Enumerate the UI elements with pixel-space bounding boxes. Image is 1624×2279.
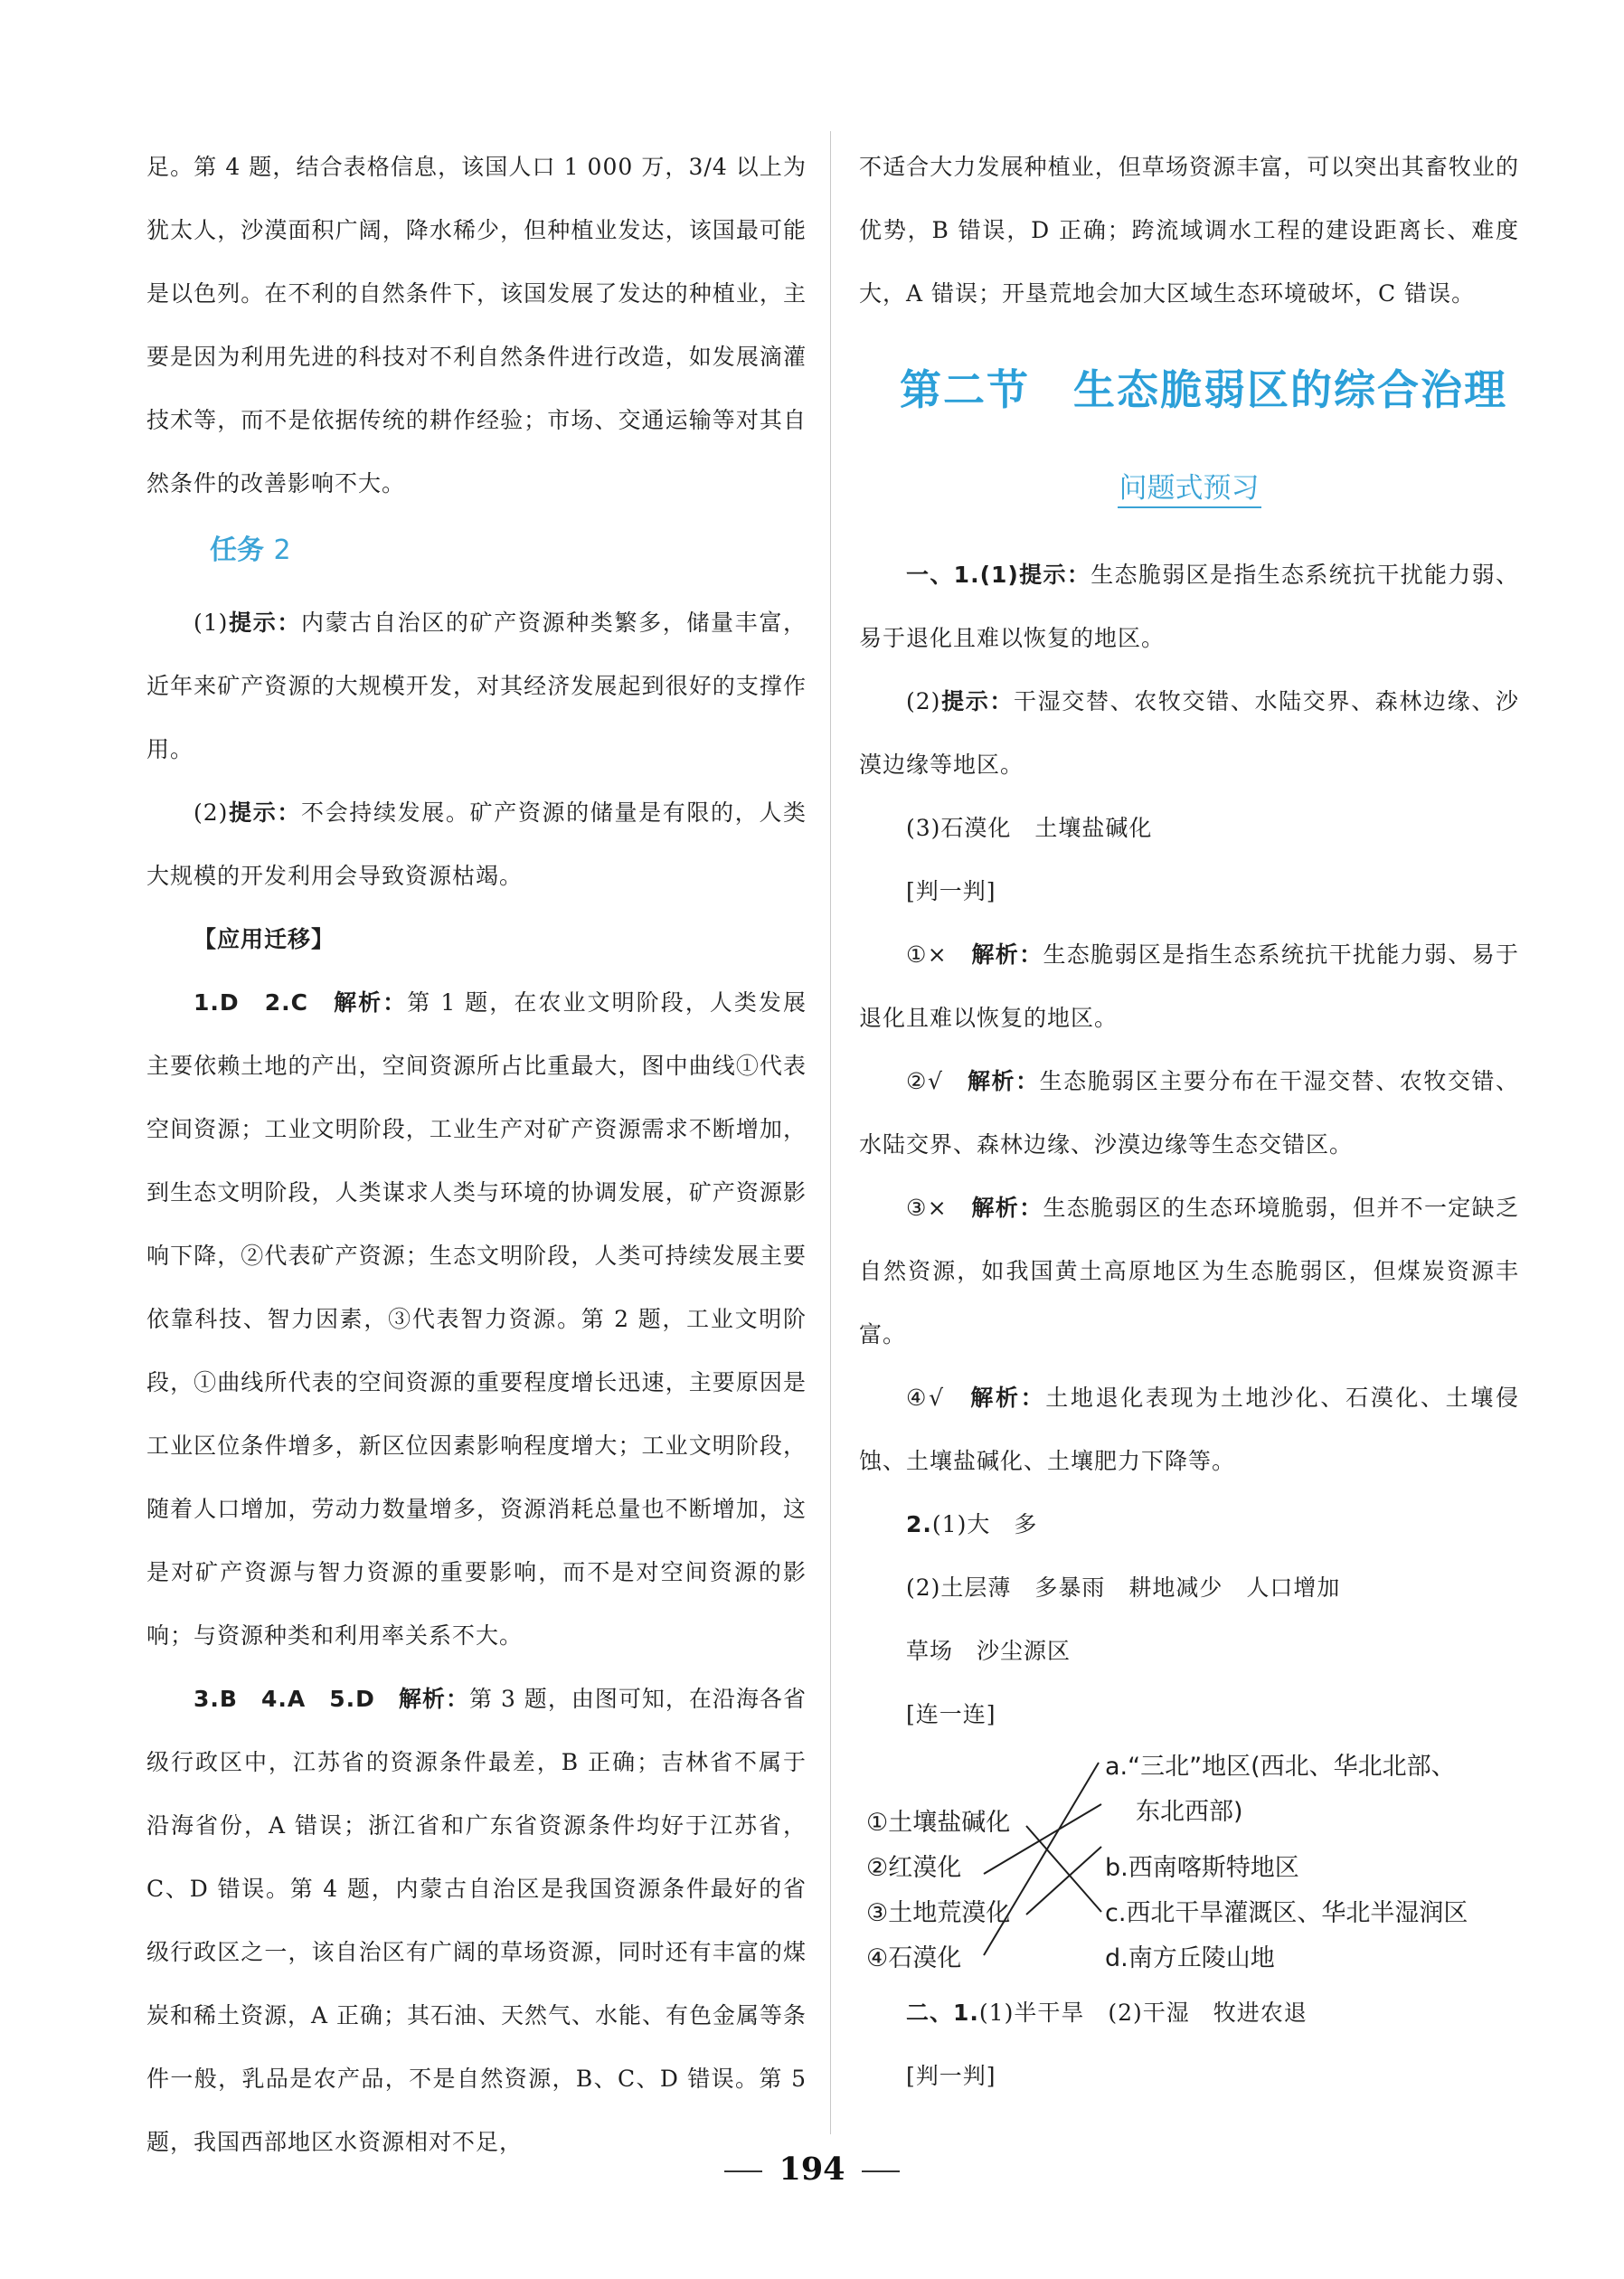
apply-title-text: 【应用迁移】 [194, 926, 335, 952]
analysis-text: 第 1 题，在农业文明阶段，人类发展主要依赖土地的产出，空间资源所占比重最大，图中曲线①代表空间资源；工业文明阶段，工业生产对矿产资源需求不断增加，到生态文明阶段，人类谋求人类与环境的协调发展，矿产资源影响下降，②代表矿产资源；生态文明阶段，人类可持续发展主要依靠科技、智力因素，③代表智力资源。第 2 题，工业文明阶段，①曲线所代表的空间资源的重要程度增长迅速，主要原因是工业区位条件增多，新区位因素影响程度增大；工业文明阶段，随着人口增加，劳动力数量增多，资源消耗总量也不断增加，这是对矿产资源与智力资源的重要影响，而不是对空间资源的影响；与资源种类和利用率关系不大。 [146, 989, 807, 1649]
analysis-text: 生态脆弱区主要分布在干湿交替、农牧交错、水陆交界、森林边缘、沙漠边缘等生态交错区。 [859, 1068, 1519, 1158]
analysis-label: 解析： [967, 1068, 1040, 1094]
hint-label: 提示： [228, 610, 302, 636]
analysis-label: 解析： [971, 941, 1043, 968]
preview-item-2 [859, 670, 1519, 797]
item-number: (2) [906, 688, 941, 714]
task-heading [210, 523, 807, 579]
answer-text: 不会持续发展。矿产资源的储量是有限的，人类大规模的开发利用会导致资源枯竭。 [146, 799, 807, 889]
judge-item-3 [859, 1177, 1519, 1366]
preview-item-1 [859, 544, 1519, 670]
judge-mark: ①× [906, 941, 972, 968]
judge-title-2: [判一判] [906, 2063, 996, 2089]
match-right-b: b.西南喀斯特地区 [1105, 1854, 1299, 1882]
matching-diagram [859, 1752, 1519, 1978]
apply-answer-2 [146, 1668, 807, 2174]
preview-item-6: 草场 沙尘源区 [906, 1638, 1072, 1664]
item-text: 生态脆弱区是指生态系统抗干扰能力弱、易于退化且难以恢复的地区。 [859, 562, 1519, 651]
analysis-text: 土地退化表现为土地沙化、石漠化、土壤侵蚀、土壤盐碱化、土壤肥力下降等。 [859, 1385, 1519, 1474]
analysis-label: 解析： [398, 1686, 469, 1712]
hint-label: 提示： [1018, 562, 1091, 588]
preview-item-5: (2)土层薄 多暴雨 耕地减少 人口增加 [906, 1574, 1341, 1601]
analysis-text: 第 3 题，由图可知，在沿海各省级行政区中，江苏省的资源条件最差，B 正确；吉林省不属于沿海省份，A 错误；浙江省和广东省资源条件均好于江苏省，C、D 错误。第 4 题，内蒙古自治区是我国资源条件最好的省级行政区之一，该自治区有广阔的草场资源，同时还有丰富的煤炭和稀土资源，A 正确；其石油、天然气、水能、有色金属等条件一般，乳品是农产品，不是自然资源，B、C、D 错误。第 5 题，我国西部地区水资源相对不足， [146, 1686, 807, 2155]
apply-answer-1 [146, 971, 807, 1668]
column-divider [830, 131, 831, 2134]
answer-keys: 3.B 4.A 5.D [194, 1686, 399, 1712]
apply-title [146, 908, 807, 971]
footer-dash-left [724, 2170, 762, 2172]
judge-item-2 [859, 1050, 1519, 1177]
section-name: 生态脆弱区的综合治理 [1073, 365, 1507, 414]
page-footer [0, 2151, 1624, 2188]
hint-label: 提示： [940, 688, 1015, 714]
match-left-2: ②红漠化 [866, 1854, 962, 1882]
section-number: 第二节 [900, 365, 1030, 414]
match-left-4: ④石漠化 [866, 1944, 962, 1972]
analysis-text: 生态脆弱区是指生态系统抗干扰能力弱、易于退化且难以恢复的地区。 [859, 941, 1519, 1031]
match-line-3d-cross [1026, 1847, 1101, 1915]
match-right-c: c.西北干旱灌溉区、华北半湿润区 [1105, 1899, 1468, 1927]
match-right-a-cont: 东北西部) [1136, 1798, 1243, 1826]
item-number: 二、1. [906, 2000, 979, 2026]
task-answer-2 [146, 781, 807, 908]
preview-item-4 [859, 1493, 1519, 1556]
connect-title: [连一连] [906, 1701, 996, 1727]
judge-item-4 [859, 1366, 1519, 1493]
judge-mark: ④√ [906, 1385, 971, 1411]
match-line-1c [1026, 1826, 1101, 1912]
task-answer-1 [146, 591, 807, 781]
match-right-a: a.“三北”地区(西北、华北北部、 [1105, 1753, 1456, 1781]
judge-mark: ③× [906, 1195, 972, 1221]
preview-item-7 [859, 1981, 1519, 2045]
judge-title: [判一判] [906, 878, 996, 904]
task-number: 2 [273, 534, 291, 566]
match-left-3: ③土地荒漠化 [866, 1899, 1011, 1927]
paragraph-continued: 不适合大力发展种植业，但草场资源丰富，可以突出其畜牧业的优势，B 错误，D 正确；跨流域调水工程的建设距离长、难度大，A 错误；开垦荒地会加大区域生态环境破坏，C 错误。 [859, 154, 1519, 307]
footer-dash-right [862, 2170, 900, 2172]
preview-heading [859, 463, 1519, 518]
answer-keys: 1.D 2.C [194, 989, 335, 1016]
match-left-1: ①土壤盐碱化 [866, 1809, 1011, 1837]
left-column [146, 136, 807, 2174]
page-number: 194 [779, 2151, 845, 2188]
answer-number: (1) [194, 610, 229, 636]
task-label: 任务 [210, 534, 264, 566]
judge-mark: ②√ [906, 1068, 968, 1094]
answer-text: 内蒙古自治区的矿产资源种类繁多，储量丰富，近年来矿产资源的大规模开发，对其经济发展起到很好的支撑作用。 [146, 610, 807, 762]
judge-item-1 [859, 923, 1519, 1050]
item-text: (1)大 多 [931, 1511, 1038, 1537]
paragraph-continued: 足。第 4 题，结合表格信息，该国人口 1 000 万，3/4 以上为犹太人，沙漠面积广阔，降水稀少，但种植业发达，该国最可能是以色列。在不利的自然条件下，该国发展了发达的种植业，主要是因为利用先进的科技对不利自然条件进行改造，如发展滴灌技术等，而不是依据传统的耕作经验；市场、交通运输等对其自然条件的改善影响不大。 [146, 154, 807, 496]
analysis-label: 解析： [334, 989, 408, 1016]
item-number: 2. [906, 1511, 932, 1537]
hint-label: 提示： [228, 799, 302, 826]
right-column [859, 136, 1519, 2108]
preview-title: 问题式预习 [1118, 472, 1261, 508]
item-number: 一、1.(1) [906, 562, 1019, 588]
preview-item-3: (3)石漠化 土壤盐碱化 [906, 815, 1153, 841]
item-text: (1)半干旱 (2)干湿 牧进农退 [978, 2000, 1308, 2026]
analysis-label: 解析： [971, 1195, 1043, 1221]
answer-number: (2) [194, 799, 229, 826]
section-title [900, 358, 1519, 421]
analysis-label: 解析： [970, 1385, 1046, 1411]
analysis-text: 生态脆弱区的生态环境脆弱，但并不一定缺乏自然资源，如我国黄土高原地区为生态脆弱区，但煤炭资源丰富。 [859, 1195, 1519, 1348]
item-text: 干湿交替、农牧交错、水陆交界、森林边缘、沙漠边缘等地区。 [859, 688, 1519, 778]
match-right-d: d.南方丘陵山地 [1105, 1944, 1275, 1972]
